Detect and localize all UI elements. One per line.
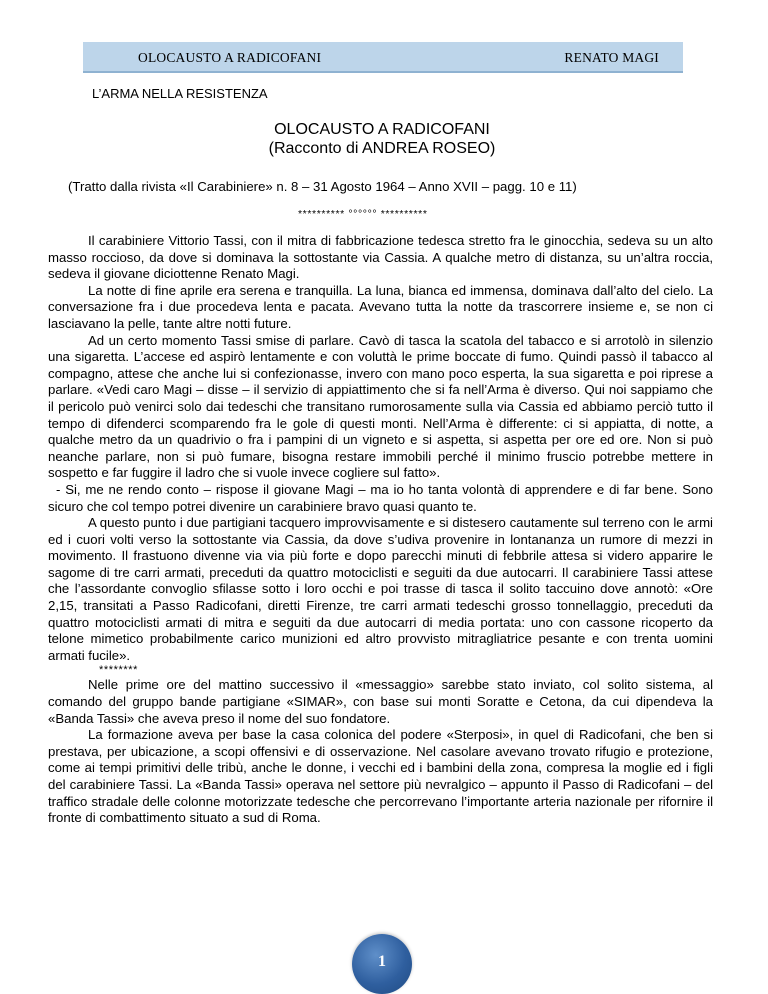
section-label: L’ARMA NELLA RESISTENZA bbox=[92, 86, 268, 101]
paragraph: La formazione aveva per base la casa colonica del podere «Sterposi», in quel di Radicofani, che ben si prestava, per ubicazione, a scopi offensivi e di osservazione. Nel casolare avevano trovato rifugio e protezione, come ai tempi primitivi delle tribù, anche le donne, i vecchi ed i bambini della zona, compresa la moglie ed i figli del carabiniere Tassi. La «Banda Tassi» operava nel settore più nevralgico – appunto il Passo di Radicofani – del traffico stradale delle colonne motorizzate tedesche che percorrevano l’importante arteria nazionale per rifornire il fronte di combattimento situato a sud di Roma. bbox=[48, 727, 713, 826]
source-note: (Tratto dalla rivista «Il Carabiniere» n. 8 – 31 Agosto 1964 – Anno XVII – pagg. 10 e 11) bbox=[68, 179, 577, 194]
page-number: 1 bbox=[378, 953, 386, 970]
paragraph: La notte di fine aprile era serena e tranquilla. La luna, bianca ed immensa, dominava dall’alto del cielo. La conversazione fra i due procedeva lenta e pacata. Avevano tutta la notte da trascorrere insieme e, se non ci lasciavano la pelle, tante altre notti future. bbox=[48, 282, 713, 331]
paragraph: A questo punto i due partigiani tacquero improvvisamente e si distesero cautamente sul terreno con le armi ed i cuori volti verso la sottostante via Cassia, da dove s’udiva provenire in lontananza un rumore di mezzi in movimento. Il frastuono divenne via via più forte e dopo parecchi minuti di febbrile attesa si videro apparire le sagome di tre carri armati, preceduti da quattro motociclisti e seguiti da due autocarri. Il carabiniere Tassi attese che l’assordante convoglio sfilasse sotto i loro occhi e poi trasse di tasca il solito taccuino dove annotò: «Ore 2,15, transitati a Passo Radicofani, diretti Firenze, tre carri armati tedeschi grosso tonnellaggio, preceduti da quattro motociclisti armati di mitra e seguiti da due autocarri di media portata: uno con cassone ricoperto da telone mimetico probabilmente carico munizioni ed altro provvisto mitragliatrice pesante e con trenta uomini armati fucile». bbox=[48, 515, 713, 663]
paragraph: - Si, me ne rendo conto – rispose il giovane Magi – ma io ho tanta volontà di apprendere e di far bene. Sono sicuro che col tempo potrei divenire un carabiniere bravo quasi quanto te. bbox=[48, 481, 713, 514]
title-main: OLOCAUSTO A RADICOFANI bbox=[274, 121, 490, 138]
document-title bbox=[48, 120, 716, 158]
page-number-badge bbox=[352, 934, 412, 994]
paragraph: Nelle prime ore del mattino successivo il «messaggio» sarebbe stato inviato, col solito sistema, al comando del gruppo bande partigiane «SIMAR», con base sui monti Soratte e Cetona, da cui dipendeva la «Banda Tassi» che aveva preso il nome del suo fondatore. bbox=[48, 677, 713, 726]
header-right-author: RENATO MAGI bbox=[564, 50, 659, 65]
header-left-title: OLOCAUSTO A RADICOFANI bbox=[138, 50, 322, 65]
article-body bbox=[48, 233, 713, 827]
title-subtitle: (Racconto di ANDREA ROSEO) bbox=[268, 140, 496, 157]
paragraph: Ad un certo momento Tassi smise di parlare. Cavò di tasca la scatola del tabacco e si arrotolò in silenzio una sigaretta. L’accese ed aspirò lentamente e con voluttà le prime boccate di fumo. Quindi passò il tabacco al compagno, attese che anche lui si confezionasse, invero con mano poco esperta, la sua sigaretta e poi riprese a parlare. «Vedi caro Magi – disse – il servizio di appiattimento che si fa nell’Arma è diverso. Qui noi sappiamo che il pericolo può venirci solo dai tedeschi che transitano rumorosamente sulla via Cassia ed abbiamo perciò tutto il tempo di difenderci scomparendo fra le gole di questi monti. Nell’Arma è differente: ci si appiatta, di notte, a qualche metro da un quadrivio o fra i pampini di un vigneto e si aspetta, si aspetta per ore ed ore. Non si può neanche parlare, non si può fumare, bisogna restare immobili perché il minimo fruscio potrebbe mettere in sospetto e far fuggire il ladro che si vuole invece cogliere sul fatto». bbox=[48, 332, 713, 481]
separator: ********** °°°°°° ********** bbox=[298, 208, 428, 220]
page-header bbox=[83, 42, 683, 73]
section-separator: ******** bbox=[99, 664, 139, 677]
paragraph: Il carabiniere Vittorio Tassi, con il mitra di fabbricazione tedesca stretto fra le ginocchia, sedeva su un alto masso roccioso, da dove si dominava la sottostante via Cassia. A qualche metro di distanza, su un’altra roccia, sedeva il giovane diciottenne Renato Magi. bbox=[48, 233, 713, 282]
